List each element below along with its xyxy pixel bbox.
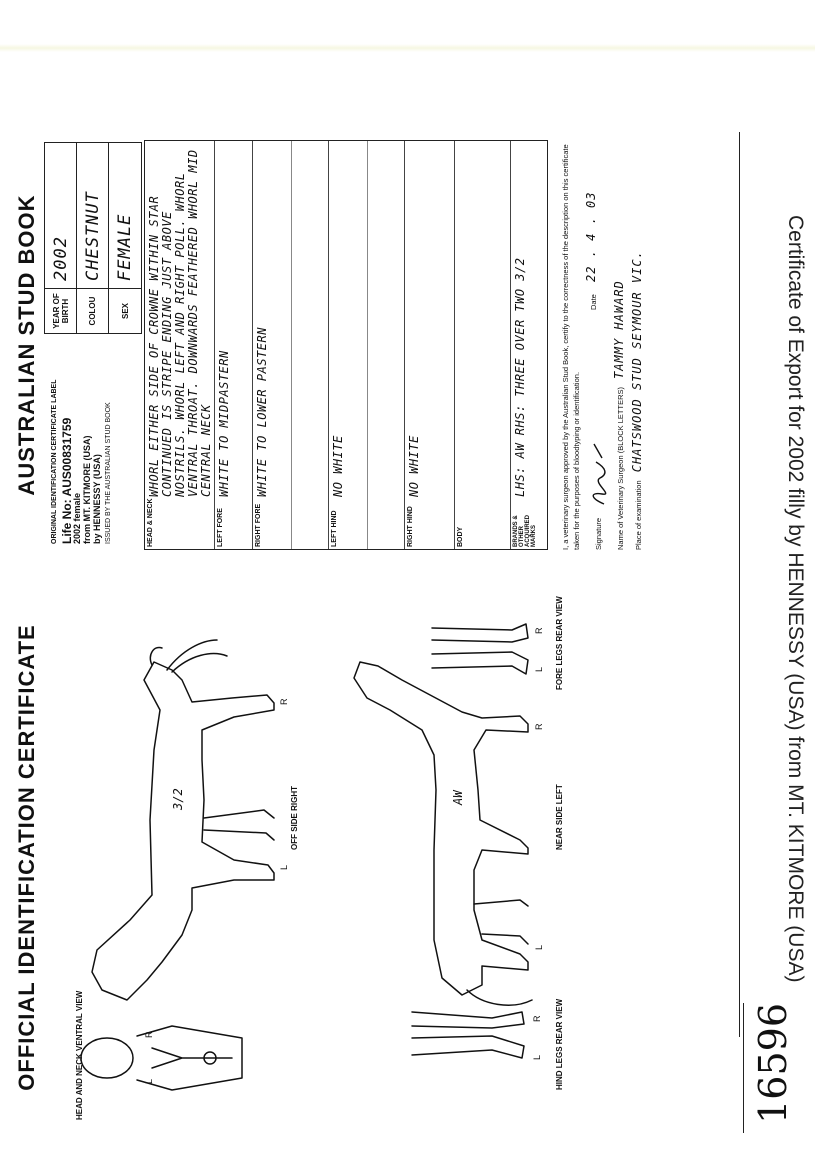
right-mark: R bbox=[534, 627, 544, 634]
colour-row bbox=[77, 143, 109, 333]
row-label: RIGHT HIND bbox=[407, 506, 414, 547]
row-label: BODY bbox=[457, 526, 464, 547]
off-side-horse bbox=[92, 640, 274, 1000]
sex-value: FEMALE bbox=[115, 213, 135, 281]
left-mark: L bbox=[534, 944, 544, 950]
right-mark: R bbox=[534, 723, 544, 730]
row-value: WHITE TO MIDPASTERN bbox=[217, 350, 231, 497]
fore-legs-view bbox=[432, 624, 528, 674]
signature-label: Signature bbox=[593, 517, 603, 550]
label-line-2: from MT. KITMORE (USA) bbox=[82, 435, 92, 544]
right-mark: R bbox=[532, 1015, 542, 1022]
row-value: WHITE TO LOWER PASTERN bbox=[255, 327, 269, 497]
row-label: HEAD & NECK bbox=[147, 498, 154, 547]
ruled-line bbox=[291, 141, 292, 549]
place-value: CHATSWOOD STUD SEYMOUR VIC. bbox=[630, 250, 644, 473]
row-value: NO WHITE bbox=[407, 435, 421, 497]
colour-label: COLOU bbox=[77, 288, 108, 333]
signature-mark bbox=[588, 438, 610, 508]
label-line-1: 2002 female bbox=[72, 492, 82, 544]
certificate-title: OFFICIAL IDENTIFICATION CERTIFICATE bbox=[14, 624, 39, 1091]
near-side-label: NEAR SIDE LEFT bbox=[555, 784, 564, 850]
right-mark: R bbox=[144, 1031, 154, 1038]
row-value: LHS: AW RHS: THREE OVER TWO 3/2 bbox=[513, 257, 527, 497]
vet-value: TAMMY HAWARD bbox=[612, 280, 626, 379]
declaration-text: I, a veterinary surgeon approved by the Australian Stud Book, certify to the correctness of the description on this certificate taken for the purposes of bloodtyping or identification. bbox=[561, 144, 581, 550]
left-mark: L bbox=[279, 864, 289, 870]
hind-legs-view bbox=[412, 1012, 524, 1058]
left-mark: L bbox=[532, 1054, 542, 1060]
sex-row bbox=[109, 143, 141, 333]
place-label: Place of examination bbox=[634, 480, 643, 550]
label-line-3: by HENNESSY (USA) bbox=[92, 454, 102, 544]
diagram-labels bbox=[75, 596, 564, 1120]
stud-book-panel bbox=[14, 140, 729, 550]
left-mark: L bbox=[534, 666, 544, 672]
vet-row bbox=[614, 140, 626, 550]
row-label: BRANDS & OTHER ACQUIRED MARKS bbox=[513, 514, 537, 547]
brand-right-mark: 3/2 bbox=[171, 788, 185, 810]
date-value: 22 . 4 . 03 bbox=[584, 191, 598, 282]
markings-row-left-hind bbox=[329, 141, 405, 549]
row-value: NO WHITE bbox=[331, 435, 345, 497]
brand-left-mark: AW bbox=[451, 790, 465, 805]
right-mark: R bbox=[279, 698, 289, 705]
horse-diagrams bbox=[42, 565, 722, 1150]
life-number: Life No: AUS00831759 bbox=[60, 417, 74, 544]
head-ventral-view bbox=[81, 1026, 242, 1090]
colour-value: CHESTNUT bbox=[83, 191, 103, 281]
markings-row-head-neck bbox=[145, 141, 215, 549]
signature-row bbox=[584, 140, 610, 550]
markings-row-brands bbox=[511, 141, 547, 549]
year-value: 2002 bbox=[51, 236, 71, 281]
fore-legs-label: FORE LEGS REAR VIEW bbox=[555, 596, 564, 690]
row-label: LEFT FORE bbox=[217, 508, 224, 547]
header-rule bbox=[739, 132, 740, 1037]
markings-table bbox=[144, 140, 548, 550]
head-neck-label: HEAD AND NECK VENTRAL VIEW bbox=[75, 990, 84, 1120]
sex-label: SEX bbox=[109, 288, 141, 333]
year-row bbox=[45, 143, 77, 333]
issued-by: ISSUED BY THE AUSTRALIAN STUD BOOK bbox=[105, 402, 112, 544]
markings-row-right-hind bbox=[405, 141, 455, 549]
reference-number: 16596 bbox=[751, 1003, 795, 1124]
certificate-label bbox=[50, 348, 114, 544]
place-row bbox=[632, 140, 644, 550]
row-label: RIGHT FORE bbox=[255, 503, 262, 547]
document-header: Certificate of Export for 2002 filly by HENNESSY (USA) from MT. KITMORE (USA) bbox=[784, 215, 807, 983]
year-label: YEAR OF BIRTH bbox=[45, 288, 76, 333]
markings-row-body bbox=[455, 141, 511, 549]
ruled-line bbox=[367, 141, 368, 549]
vet-label: Name of Veterinary Surgeon (BLOCK LETTERS) bbox=[616, 387, 625, 550]
date-label: Date bbox=[589, 294, 598, 310]
stud-book-title: AUSTRALIAN STUD BOOK bbox=[14, 194, 39, 496]
markings-row-left-fore bbox=[215, 141, 253, 549]
hind-legs-label: HIND LEGS REAR VIEW bbox=[555, 998, 564, 1090]
reference-rule bbox=[743, 1003, 744, 1133]
off-side-label: OFF SIDE RIGHT bbox=[290, 786, 299, 850]
near-side-horse bbox=[354, 662, 532, 1005]
certification-footer bbox=[560, 140, 644, 550]
label-title: ORIGINAL IDENTIFICATION CERTIFICATE LABEL bbox=[51, 379, 58, 544]
details-table bbox=[44, 142, 142, 334]
markings-row-right-fore bbox=[253, 141, 329, 549]
row-label: LEFT HIND bbox=[331, 510, 338, 547]
identification-panel bbox=[14, 565, 729, 1150]
row-value: WHORL EITHER SIDE OF CROWNE WITHIN STAR CONTINUED IS STRIPE ENDING JUST ABOVE NOSTRILS. WHORL LEFT AND RIGHT POLL. WHORL VENTRAL THROAT. DOWNWARDS FEATHERED WHORL MID CENTRAL NECK bbox=[147, 149, 213, 497]
left-mark: L bbox=[144, 1078, 154, 1084]
